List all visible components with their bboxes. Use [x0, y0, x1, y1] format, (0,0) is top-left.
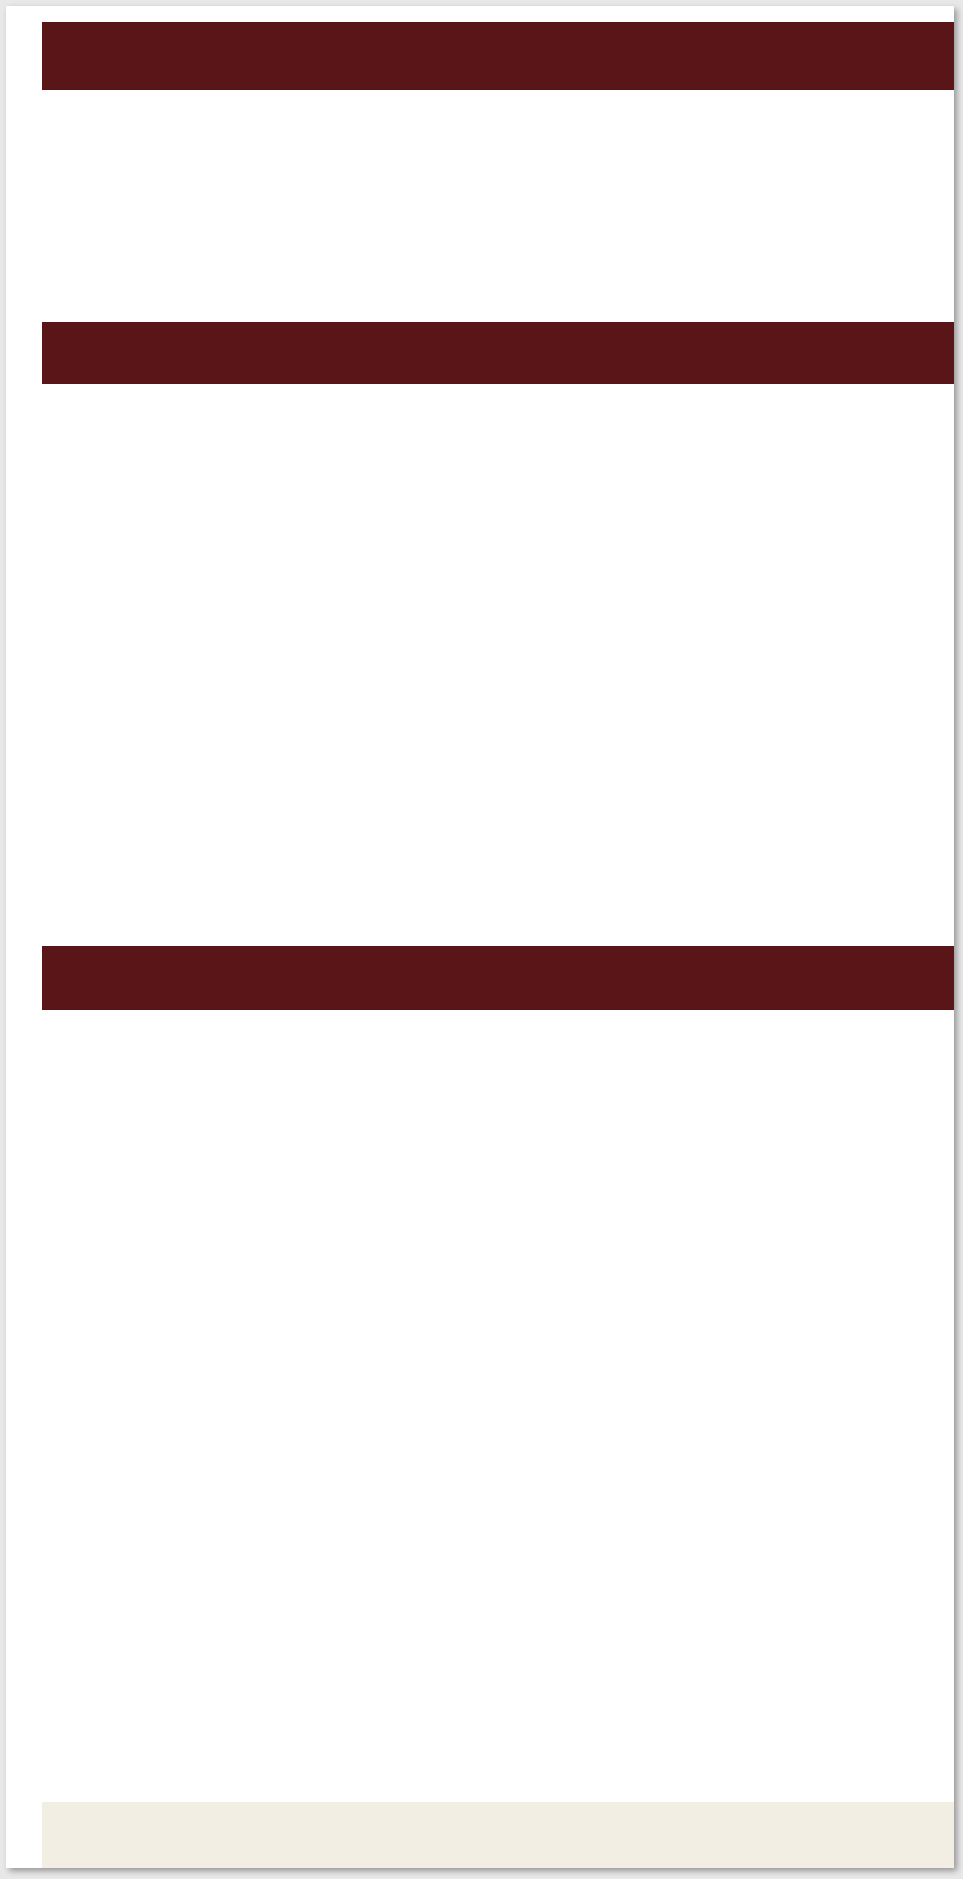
- soup-header: [42, 22, 954, 90]
- footer: [42, 1802, 954, 1868]
- pasta-header: [42, 322, 954, 384]
- menu-page: [6, 6, 954, 1868]
- heroes-header: [42, 946, 954, 1010]
